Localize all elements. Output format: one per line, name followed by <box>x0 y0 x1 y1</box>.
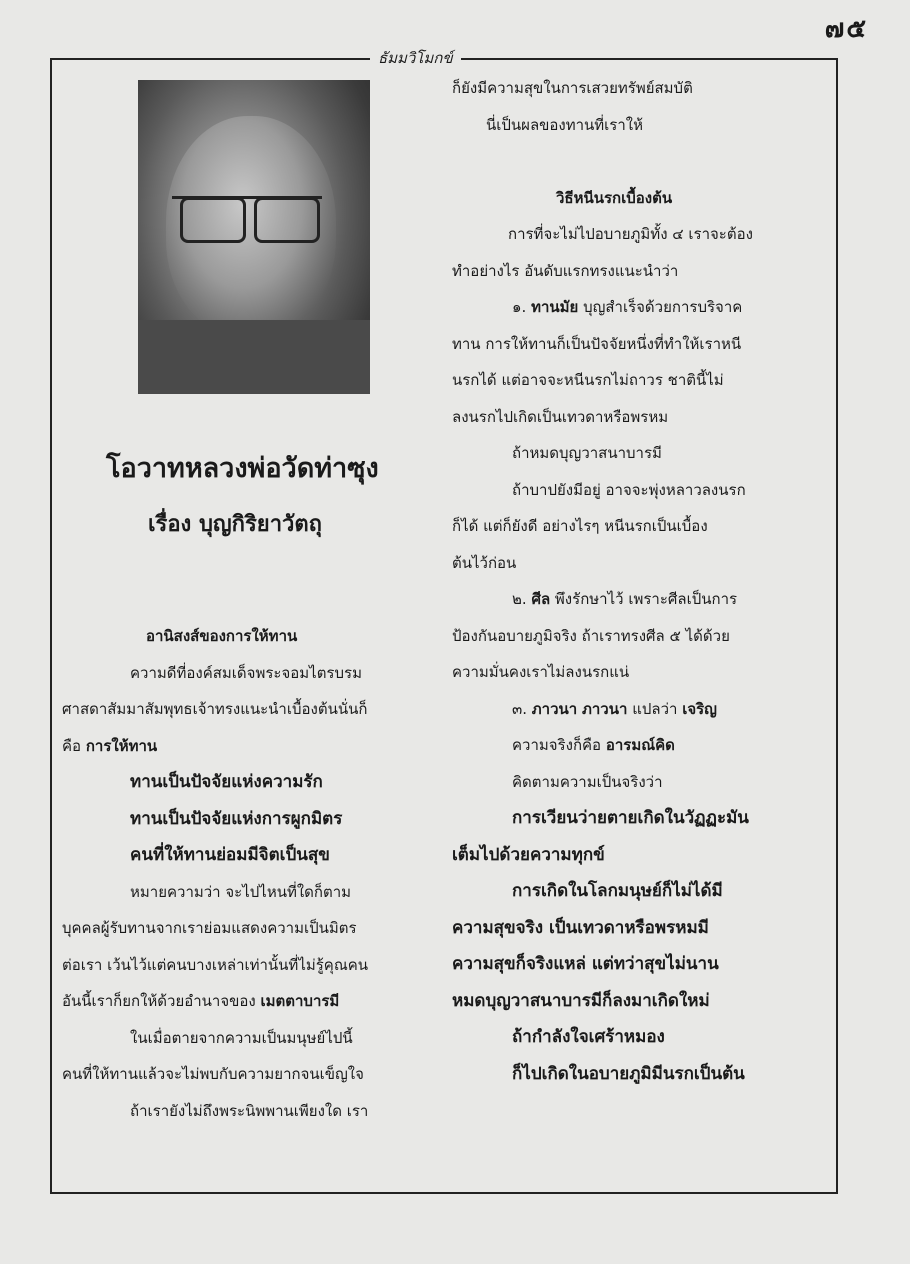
paragraph-line: ก็ยังมีความสุขในการเสวยทรัพย์สมบัติ <box>452 79 693 97</box>
paragraph-line <box>452 691 822 728</box>
bold-line: การเวียนว่ายตายเกิดในวัฏฏะมัน <box>512 808 749 828</box>
paragraph-line: บุคคลผู้รับทานจากเราย่อมแสดงความเป็นมิตร <box>62 919 357 937</box>
text-run: ๒. <box>512 590 532 608</box>
paragraph-line: คนที่ให้ทานแล้วจะไม่พบกับความยากจนเข็ญใจ <box>62 1065 364 1083</box>
paragraph-line <box>452 581 822 618</box>
left-heading: อานิสงส์ของการให้ทาน <box>146 627 298 645</box>
article-subtitle: เรื่อง บุญกิริยาวัตถุ <box>148 512 323 537</box>
bold-term: อารมณ์คิด <box>605 736 675 754</box>
paragraph-line <box>452 727 822 764</box>
paragraph-line: ในเมื่อตายจากความเป็นมนุษย์ไปนี้ <box>130 1028 353 1047</box>
paragraph-line: ถ้าเรายังไม่ถึงพระนิพพานเพียงใด เรา <box>130 1101 369 1120</box>
paragraph-line: ทาน การให้ทานก็เป็นปัจจัยหนึ่งที่ทำให้เราหนี <box>452 334 742 353</box>
bold-term: เมตตาบารมี <box>260 992 340 1010</box>
left-column <box>62 618 434 1129</box>
paragraph-line: ความมั่นคงเราไม่ลงนรกแน่ <box>452 663 630 681</box>
paragraph-line: ความดีที่องค์สมเด็จพระจอมไตรบรม <box>130 663 362 682</box>
bold-term: ภาวนา <box>582 699 628 718</box>
right-column <box>452 70 822 1092</box>
paragraph-line: หมายความว่า จะไปไหนที่ใดก็ตาม <box>130 882 352 901</box>
text-run: อันนี้เราก็ยกให้ด้วยอำนาจของ <box>62 992 261 1010</box>
bold-line: ความสุขจริง เป็นเทวดาหรือพรหมมี <box>452 917 709 938</box>
portrait-photo <box>138 80 370 394</box>
paragraph-line: คิดตามความเป็นจริงว่า <box>512 772 663 791</box>
paragraph-line: ถ้าหมดบุญวาสนาบารมี <box>512 444 662 462</box>
paragraph-line: การที่จะไม่ไปอบายภูมิทั้ง ๔ เราจะต้อง <box>508 225 753 243</box>
bold-line: เต็มไปด้วยความทุกข์ <box>452 844 605 865</box>
bold-line: ก็ไปเกิดในอบายภูมิมีนรกเป็นต้น <box>512 1063 745 1084</box>
paragraph-line: ลงนรกไปเกิดเป็นเทวดาหรือพรหม <box>452 407 669 426</box>
bold-line: หมดบุญวาสนาบารมีก็ลงมาเกิดใหม่ <box>452 990 710 1011</box>
text-run: ๓. <box>512 699 532 718</box>
paragraph-line: ทำอย่างไร อันดับแรกทรงแนะนำว่า <box>452 261 679 280</box>
bold-line: ทานเป็นปัจจัยแห่งความรัก <box>130 772 323 792</box>
text-run: แปลว่า <box>627 699 683 718</box>
paragraph-line: ต้นไว้ก่อน <box>452 553 517 572</box>
bold-line: การเกิดในโลกมนุษย์ก็ไม่ได้มี <box>512 881 723 901</box>
bold-line: ถ้ากำลังใจเศร้าหมอง <box>512 1027 665 1047</box>
text-run: ๑. <box>512 298 532 316</box>
paragraph-line: ศาสดาสัมมาสัมพุทธเจ้าทรงแนะนำเบื้องต้นนั่นก็ <box>62 700 368 718</box>
article-title: โอวาทหลวงพ่อวัดท่าซุง <box>106 453 379 484</box>
bold-term: ภาวนา <box>531 699 578 718</box>
bold-term: การให้ทาน <box>85 736 158 755</box>
page-number: ๗๕ <box>824 14 868 44</box>
bold-term: ทานมัย <box>531 298 579 316</box>
text-run: ความจริงก็คือ <box>512 736 606 754</box>
paragraph-line: ต่อเรา เว้นไว้แต่คนบางเหล่าเท่านั้นที่ไม่รู้คุณคน <box>62 955 369 974</box>
portrait-glasses <box>172 196 322 243</box>
bold-line: ความสุขก็จริงแหล่ แต่ทว่าสุขไม่นาน <box>452 954 719 974</box>
paragraph-line: ถ้าบาปยังมีอยู่ อาจจะพุ่งหลาวลงนรก <box>512 480 746 499</box>
paragraph-line <box>62 983 434 1020</box>
text-run: บุญสำเร็จด้วยการบริจาค <box>578 298 743 316</box>
text-run: พึงรักษาไว้ เพราะศีลเป็นการ <box>550 590 738 608</box>
paragraph-line <box>62 728 434 765</box>
bold-term: ศีล <box>531 590 551 608</box>
bold-line: ทานเป็นปัจจัยแห่งการผูกมิตร <box>130 808 343 829</box>
paragraph-line: ป้องกันอบายภูมิจริง ถ้าเราทรงศีล ๕ ได้ด้วย <box>452 626 730 645</box>
section-header: ธัมมวิโมกข์ <box>370 46 461 70</box>
right-heading: วิธีหนีนรกเบื้องต้น <box>556 188 673 207</box>
paragraph-line: นี่เป็นผลของทานที่เราให้ <box>486 115 643 134</box>
text-run: คือ <box>62 736 86 755</box>
portrait-robe <box>138 320 370 394</box>
blank-line <box>452 143 822 180</box>
paragraph-line: ก็ได้ แต่ก็ยังดี อย่างไรๆ หนีนรกเป็นเบื้อง <box>452 517 708 535</box>
paragraph-line: นรกได้ แต่อาจจะหนีนรกไม่ถาวร ชาตินี้ไม่ <box>452 371 724 389</box>
bold-term: เจริญ <box>682 699 717 718</box>
bold-line: คนที่ให้ทานย่อมมีจิตเป็นสุข <box>130 845 330 865</box>
paragraph-line <box>452 289 822 326</box>
